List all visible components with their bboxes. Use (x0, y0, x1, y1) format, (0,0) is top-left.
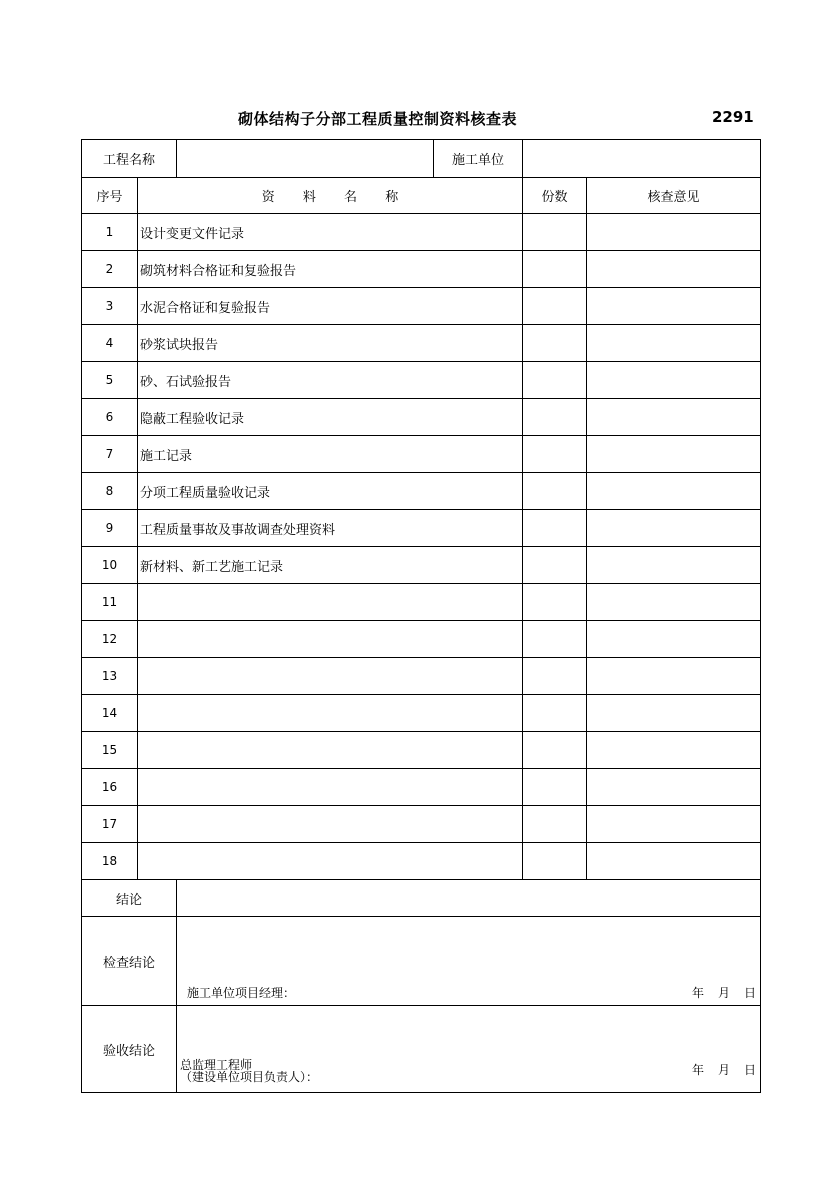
column-header-row (82, 178, 761, 214)
row-doc-name: 新材料、新工艺施工记录 (138, 547, 523, 584)
row-opinion-cell[interactable] (587, 251, 761, 288)
row-opinion-cell[interactable] (587, 584, 761, 621)
row-copies-cell[interactable] (523, 251, 587, 288)
year-label: 年 (691, 1063, 704, 1077)
row-copies-cell[interactable] (523, 769, 587, 806)
row-opinion-cell[interactable] (587, 843, 761, 880)
conclusion-row (82, 880, 761, 917)
acceptance-row (82, 1006, 761, 1093)
row-opinion-cell[interactable] (587, 399, 761, 436)
table-row (82, 621, 761, 658)
table-row (82, 843, 761, 880)
row-opinion-cell[interactable] (587, 473, 761, 510)
row-opinion-cell[interactable] (587, 732, 761, 769)
row-doc-name: 工程质量事故及事故调查处理资料 (138, 510, 523, 547)
row-seq: 13 (82, 658, 138, 695)
acceptance-field[interactable] (177, 1006, 761, 1093)
row-seq: 1 (82, 214, 138, 251)
row-doc-name (138, 695, 523, 732)
inspection-signer-label: 施工单位项目经理： (187, 986, 296, 1000)
row-opinion-cell[interactable] (587, 658, 761, 695)
info-row (82, 140, 761, 178)
table-row (82, 806, 761, 843)
owner-representative-label: （建设单位项目负责人）： (180, 1070, 319, 1084)
acceptance-signer-label (180, 1059, 318, 1083)
row-doc-name (138, 843, 523, 880)
row-copies-cell[interactable] (523, 584, 587, 621)
construction-unit-field[interactable] (523, 140, 761, 178)
inspection-date (692, 984, 756, 1001)
row-copies-cell[interactable] (523, 510, 587, 547)
seq-header: 序号 (82, 178, 138, 214)
row-doc-name: 分项工程质量验收记录 (138, 473, 523, 510)
row-opinion-cell[interactable] (587, 806, 761, 843)
row-seq: 11 (82, 584, 138, 621)
table-row (82, 251, 761, 288)
row-seq: 5 (82, 362, 138, 399)
row-doc-name (138, 621, 523, 658)
construction-unit-label: 施工单位 (434, 140, 523, 178)
row-opinion-cell[interactable] (587, 362, 761, 399)
row-copies-cell[interactable] (523, 658, 587, 695)
project-name-field[interactable] (177, 140, 434, 178)
row-seq: 9 (82, 510, 138, 547)
row-seq: 14 (82, 695, 138, 732)
chief-supervisor-label: 总监理工程师 (180, 1058, 253, 1072)
row-doc-name (138, 658, 523, 695)
row-seq: 18 (82, 843, 138, 880)
row-doc-name: 施工记录 (138, 436, 523, 473)
row-seq: 2 (82, 251, 138, 288)
table-row (82, 695, 761, 732)
table-row (82, 510, 761, 547)
row-doc-name: 水泥合格证和复验报告 (138, 288, 523, 325)
row-opinion-cell[interactable] (587, 325, 761, 362)
row-opinion-cell[interactable] (587, 510, 761, 547)
row-opinion-cell[interactable] (587, 621, 761, 658)
row-copies-cell[interactable] (523, 621, 587, 658)
row-seq: 15 (82, 732, 138, 769)
row-copies-cell[interactable] (523, 843, 587, 880)
table-row (82, 214, 761, 251)
table-row (82, 732, 761, 769)
name-header: 资 料 名 称 (138, 178, 523, 214)
row-doc-name (138, 584, 523, 621)
table-row (82, 288, 761, 325)
row-doc-name (138, 769, 523, 806)
row-doc-name (138, 806, 523, 843)
row-copies-cell[interactable] (523, 436, 587, 473)
inspection-field[interactable] (177, 917, 761, 1006)
row-opinion-cell[interactable] (587, 547, 761, 584)
row-seq: 3 (82, 288, 138, 325)
table-row (82, 436, 761, 473)
row-seq: 12 (82, 621, 138, 658)
inspection-row (82, 917, 761, 1006)
row-copies-cell[interactable] (523, 362, 587, 399)
page-title: 砌体结构子分部工程质量控制资料核查表 (238, 110, 518, 128)
row-copies-cell[interactable] (523, 695, 587, 732)
row-doc-name: 砌筑材料合格证和复验报告 (138, 251, 523, 288)
day-label: 日 (744, 1063, 757, 1077)
row-copies-cell[interactable] (523, 399, 587, 436)
opinion-header: 核查意见 (587, 178, 761, 214)
row-opinion-cell[interactable] (587, 695, 761, 732)
row-seq: 7 (82, 436, 138, 473)
table-row (82, 473, 761, 510)
checklist-table (81, 139, 761, 1093)
table-row (82, 362, 761, 399)
table-row (82, 584, 761, 621)
table-row (82, 547, 761, 584)
row-doc-name: 砂浆试块报告 (138, 325, 523, 362)
year-label: 年 (691, 986, 704, 1000)
table-row (82, 399, 761, 436)
row-opinion-cell[interactable] (587, 769, 761, 806)
row-seq: 4 (82, 325, 138, 362)
table-row (82, 658, 761, 695)
row-doc-name: 设计变更文件记录 (138, 214, 523, 251)
copies-header: 份数 (523, 178, 587, 214)
table-row (82, 769, 761, 806)
project-name-label: 工程名称 (82, 140, 177, 178)
row-copies-cell[interactable] (523, 473, 587, 510)
row-copies-cell[interactable] (523, 806, 587, 843)
row-doc-name (138, 732, 523, 769)
row-doc-name: 砂、石试验报告 (138, 362, 523, 399)
month-label: 月 (717, 1063, 730, 1077)
row-seq: 16 (82, 769, 138, 806)
table-row (82, 325, 761, 362)
month-label: 月 (717, 986, 730, 1000)
row-opinion-cell[interactable] (587, 436, 761, 473)
acceptance-label: 验收结论 (82, 1006, 177, 1093)
row-copies-cell[interactable] (523, 547, 587, 584)
form-code: 2291 (712, 108, 754, 126)
row-copies-cell[interactable] (523, 214, 587, 251)
conclusion-field[interactable] (177, 880, 761, 917)
acceptance-date (692, 1061, 756, 1078)
row-seq: 6 (82, 399, 138, 436)
row-seq: 10 (82, 547, 138, 584)
inspection-label: 检查结论 (82, 917, 177, 1006)
row-copies-cell[interactable] (523, 732, 587, 769)
row-seq: 17 (82, 806, 138, 843)
conclusion-label: 结论 (82, 880, 177, 917)
row-doc-name: 隐蔽工程验收记录 (138, 399, 523, 436)
row-opinion-cell[interactable] (587, 288, 761, 325)
row-seq: 8 (82, 473, 138, 510)
row-copies-cell[interactable] (523, 288, 587, 325)
row-opinion-cell[interactable] (587, 214, 761, 251)
row-copies-cell[interactable] (523, 325, 587, 362)
day-label: 日 (744, 986, 757, 1000)
